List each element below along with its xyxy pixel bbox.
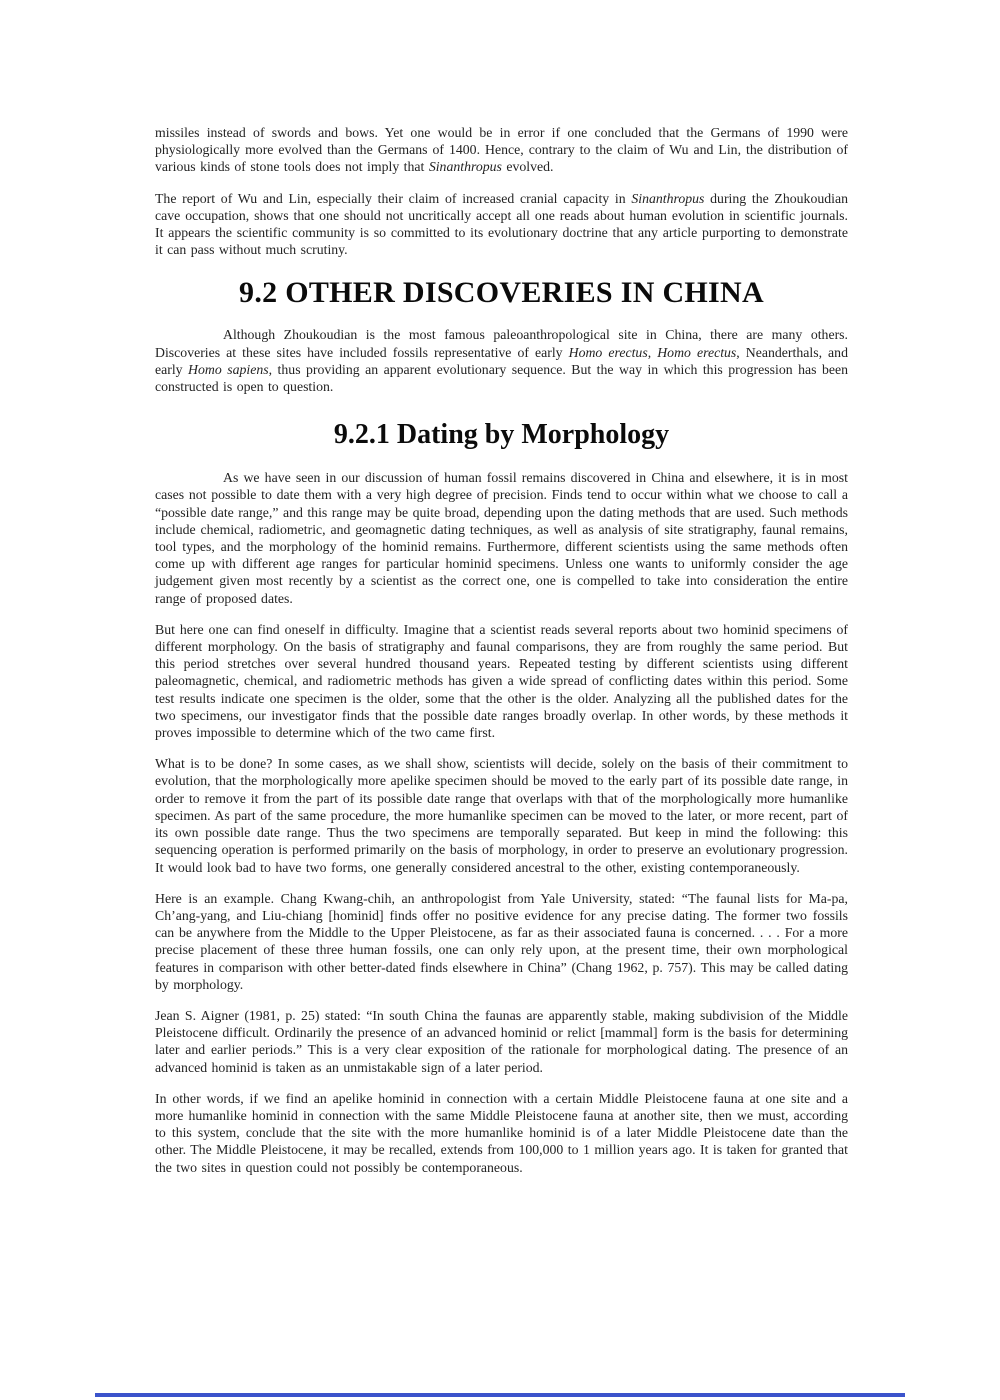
subsection-heading-9-2-1: 9.2.1 Dating by Morphology bbox=[333, 419, 670, 451]
paragraph-in-other-words: In other words, if we find an apelike hominid in connection with a certain Middle Pleistocene fauna at one site and a more humanlike hominid in connection with the same Middle Pleistocene fauna at another site, then we must, according to this system, conclude that the site with the more humanlike hominid is of a later Middle Pleistocene date than the other. The Middle Pleistocene, it may be recalled, extends from 100,000 to 1 million years ago. It is taken for granted that the two sites in question could not possibly be contemporaneous. bbox=[155, 1090, 848, 1175]
paragraph-wu-lin-report: The report of Wu and Lin, especially their claim of increased cranial capacity in Sinanthropus during the Zhoukoudian cave occupation, shows that one should not uncritically accept all one reads about human evolution in scientific journals. It appears the scientific community is so committed to its evolutionary doctrine that any article purporting to demonstrate it can pass without much scrutiny. bbox=[155, 190, 849, 258]
paragraph-missiles-continuation: missiles instead of swords and bows. Yet one would be in error if one concluded that the Germans of 1990 were physiologically more evolved than the Germans of 1400. Hence, contrary to the claim of Wu and Lin, the distribution of various kinds of stone tools does not imply that Sinanthropus evolved. bbox=[155, 125, 848, 175]
paragraph-aigner-quote: Jean S. Aigner (1981, p. 25) stated: “In south China the faunas are apparently stable, making subdivision of the Middle Pleistocene difficult. Ordinarily the presence of an advanced hominid or relict [mammal] form is the basis for determining later and earlier periods.” This is a very clear exposition of the rationale for morphological dating. The presence of an advanced hominid is taken as an unmistakable sign of a later period. bbox=[155, 1007, 848, 1075]
paragraph-chang-example: Here is an example. Chang Kwang-chih, an anthropologist from Yale University, stated: “The faunal lists for Ma-pa, Ch’ang-yang, and Liu-chiang [hominid] finds offer no positive evidence for any precise dating. The former two fossils can be anywhere from the Middle to the Upper Pleistocene, as far as their associated fauna is concerned. . . . For a more precise placement of these three human fossils, one can only rely upon, at the present time, their own morphological features in comparison with other better-dated finds elsewhere in China” (Chang 1962, p. 757). This may be called dating by morphology. bbox=[155, 890, 848, 992]
bottom-accent-line bbox=[95, 1393, 905, 1397]
section-heading-9-2: 9.2 OTHER DISCOVERIES IN CHINA bbox=[239, 276, 764, 310]
paragraph-what-is-to-be-done: What is to be done? In some cases, as we shall show, scientists will decide, solely on the basis of their commitment to evolution, that the morphologically more apelike specimen should be moved to the early part of its possible date range, in order to remove it from the part of its possible date range that overlaps with that of the morphologically more humanlike specimen. As part of the same procedure, the more humanlike specimen can be moved to the later, or more recent, part of its own possible date range. Thus the two specimens are temporally separated. But keep in mind the following: this sequencing operation is performed primarily on the basis of morphology, in order to preserve an evolutionary progression. It would look bad to have two forms, one generally considered ancestral to the other, existing contemporaneously. bbox=[155, 756, 848, 875]
paragraph-although-zhoukoudian: Although Zhoukoudian is the most famous paleoanthropological site in China, there are many others. Discoveries at these sites have included fossils representative of early Homo erectus, Homo erectus, Neanderthals, and early Homo sapiens, thus providing an apparent evolutionary sequence. But the way in which this progression has been constructed is open to question. bbox=[155, 327, 848, 395]
paragraph-as-we-have-seen: As we have seen in our discussion of human fossil remains discovered in China and elsewhere, it is in most cases not possible to date them with a very high degree of precision. Finds tend to occur within what we choose to call a “possible date range,” and this range may be quite broad, depending upon the dating methods that are used. Such methods include chemical, radiometric, and geomagnetic dating techniques, as well as analysis of site stratigraphy, faunal remains, tool types, and the morphology of the hominid remains. Furthermore, different scientists using the same methods often come up with different age ranges for particular hominid specimens. Unless one wants to uniformly consider the age judgement given most recently by a scientist as the correct one, one is compelled to take into consideration the entire range of proposed dates. bbox=[155, 470, 848, 606]
paragraph-but-here-difficulty: But here one can find oneself in difficulty. Imagine that a scientist reads several reports about two hominid specimens of different morphology. On the basis of stratigraphy and faunal comparisons, they are from roughly the same period. But this period stretches over several hundred thousand years. Repeated testing by different scientists using different paleomagnetic, chemical, and radiometric methods has given a wide spread of conflicting dates within this period. Some test results indicate one specimen is the older, some that the other is the older. Analyzing all the published dates for the two specimens, our investigator finds that the possible date ranges broadly overlap. In other words, by these methods it proves impossible to determine which of the two came first. bbox=[155, 621, 848, 741]
